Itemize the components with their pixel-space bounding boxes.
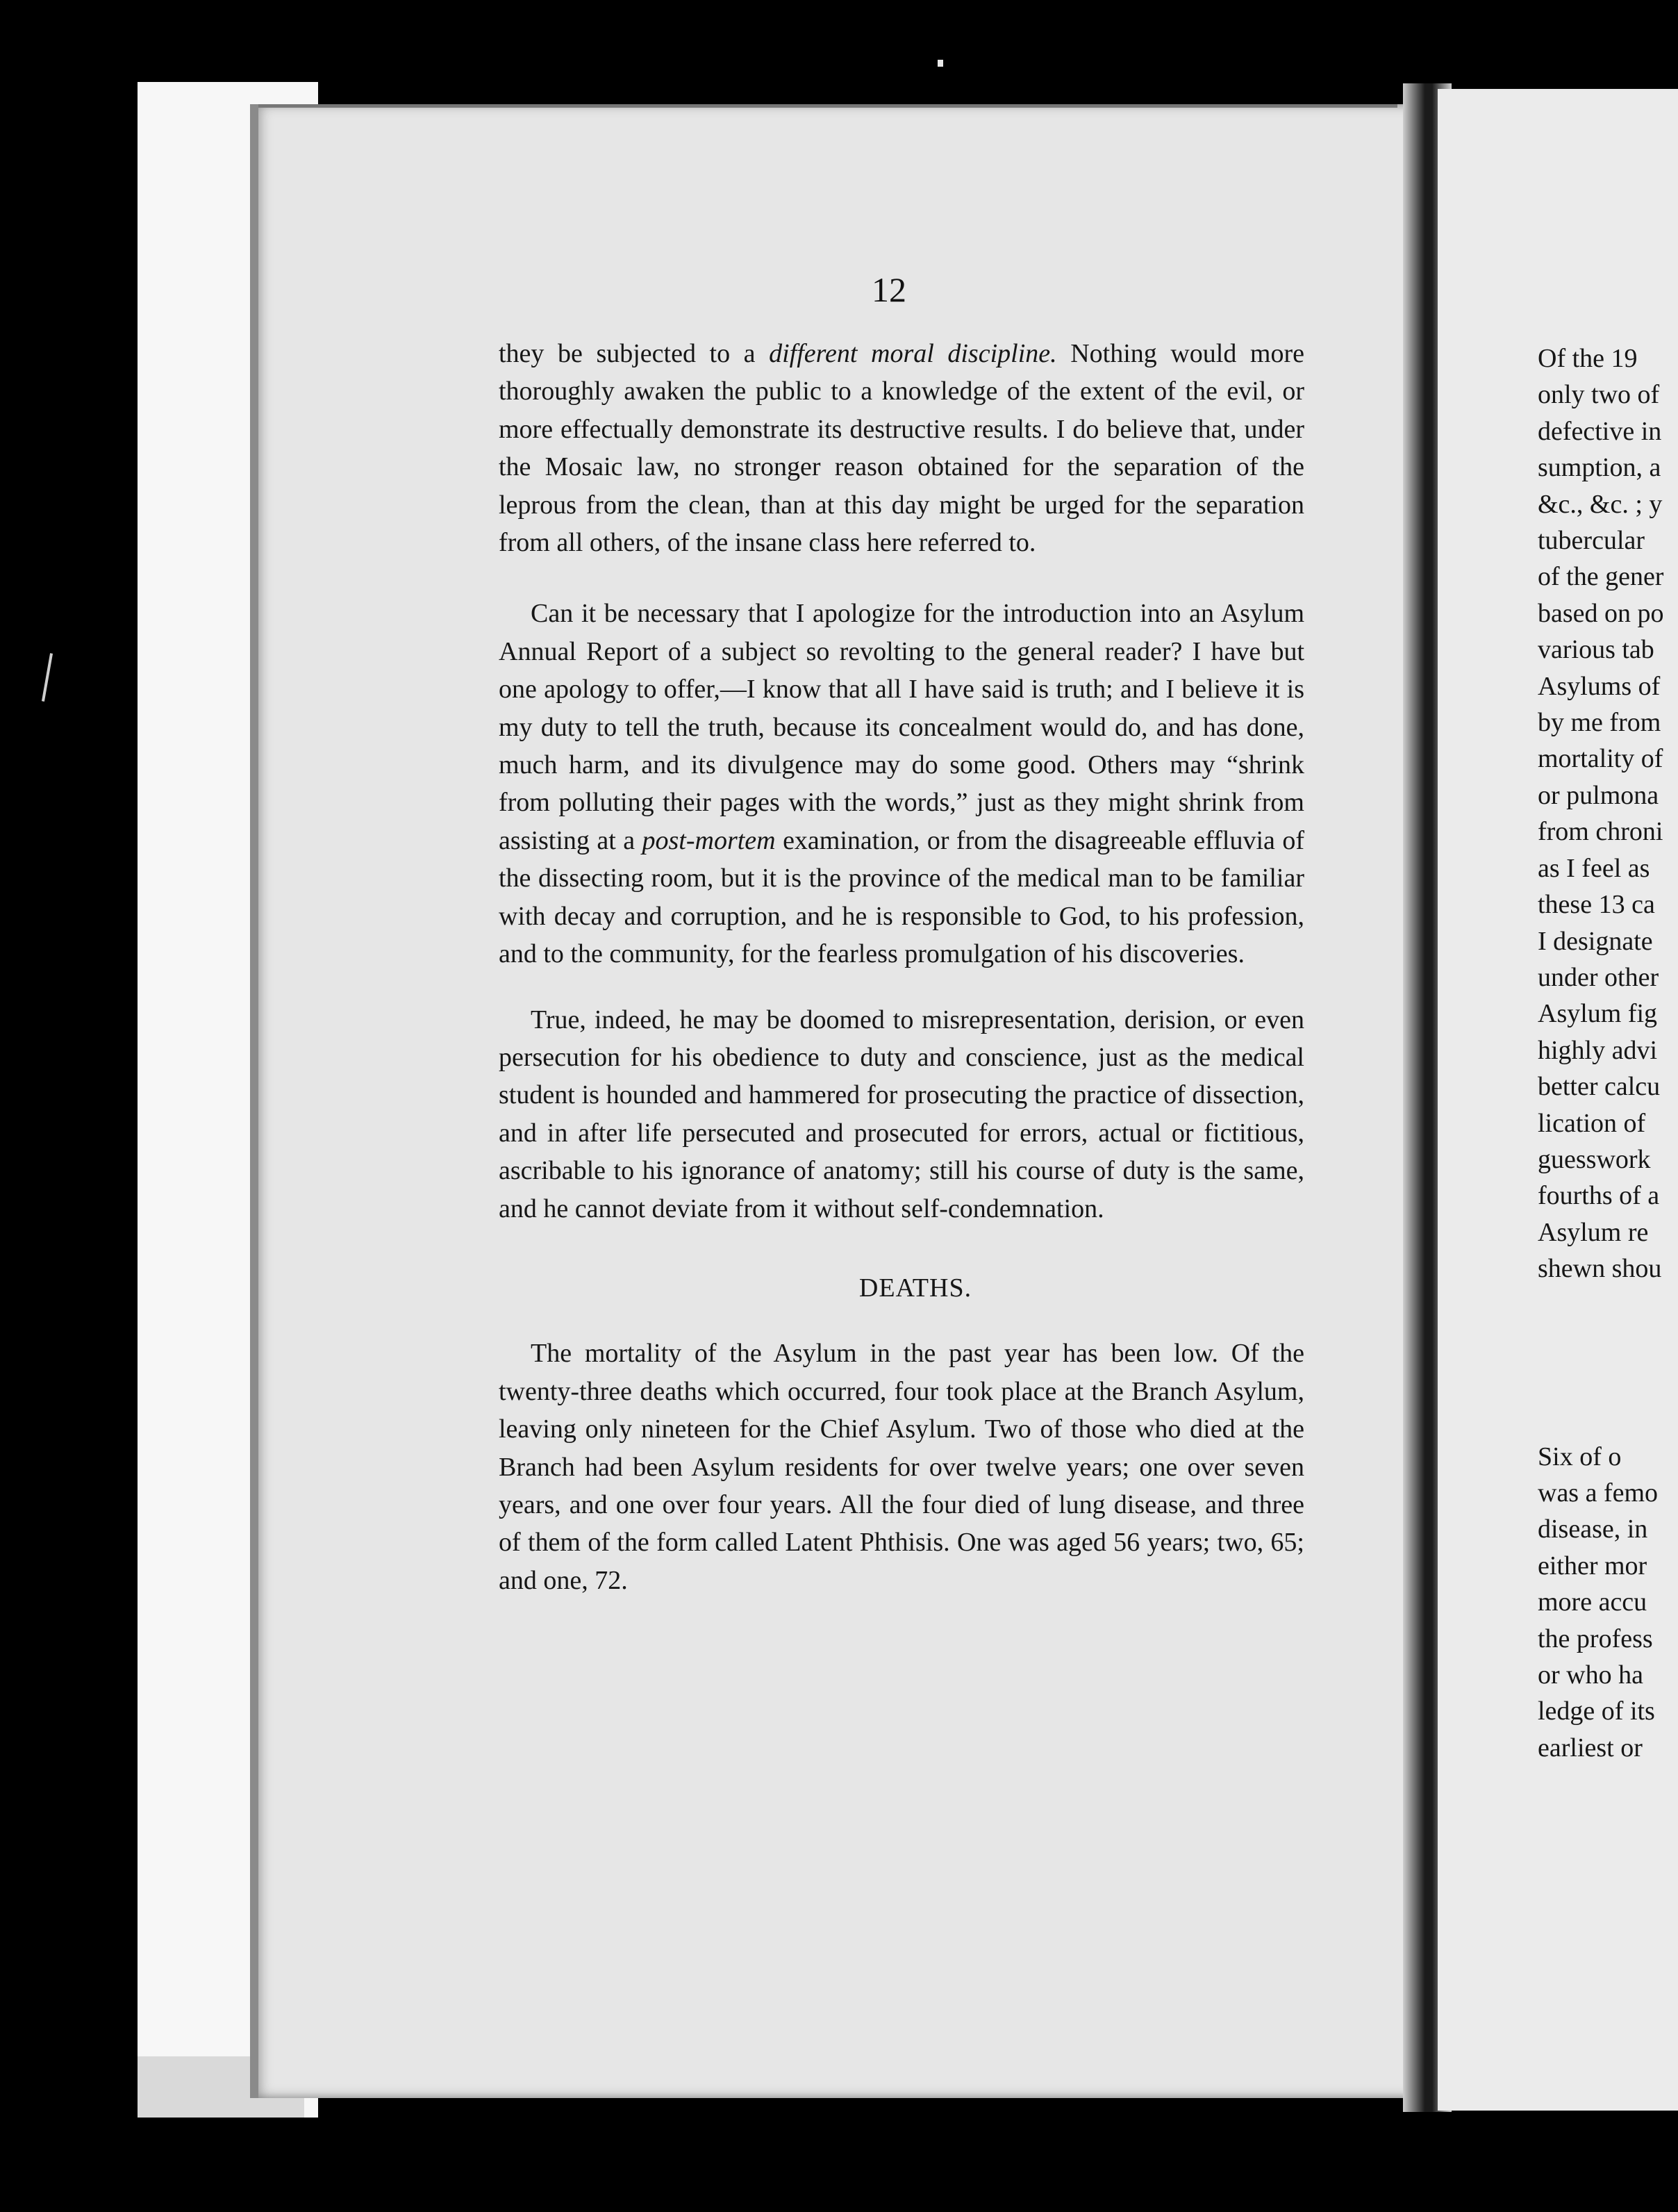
- right-page-line: sumption, a: [1538, 453, 1661, 483]
- right-page-line: better calcu: [1538, 1072, 1661, 1102]
- page-number: 12: [872, 270, 906, 309]
- right-page-line: &c., &c. ; y: [1538, 489, 1663, 519]
- paragraph-3: True, indeed, he may be doomed to misrepresentation, derision, or even persecution for his obedience to duty and conscience, just as the medical student is hounded and hammered for prosecuting the practice of dissection, and in after life persecuted and prosecuted for errors, actual or fictitious, ascribable to his ignorance of anatomy; still his course of duty is the same, and he cannot deviate from it without self-condemnation.: [499, 1005, 1304, 1223]
- right-page-line: tubercular: [1538, 526, 1645, 556]
- left-page-body: [499, 335, 1304, 1599]
- right-page-line: disease, in: [1538, 1514, 1648, 1544]
- paragraph-2: [499, 595, 1304, 973]
- right-page-line: or pulmona: [1538, 780, 1659, 810]
- right-page-line: either mor: [1538, 1551, 1647, 1580]
- right-page-text-fragment: [1538, 340, 1678, 1766]
- paragraph-2-start: Can it be necessary that I apologize for the introduction into an Asylum Annual Report of a subject so revolting to the general reader? I have but one apology to offer,—I know that all I have said is truth; and I believe it is my duty to tell the truth, because its concealment would do, and has done, much harm, and its divulgence may do some good. Others may “shrink from polluting their pages with the words,” just as they might shrink from assisting at a: [499, 599, 1304, 855]
- right-page-line: Asylum re: [1538, 1217, 1649, 1247]
- right-page-line: guesswork: [1538, 1144, 1651, 1174]
- right-page-block-2: [1538, 1439, 1678, 1767]
- right-page-line: lication of: [1538, 1108, 1646, 1138]
- right-page-line: only two of: [1538, 380, 1660, 410]
- right-page-line: Asylum fig: [1538, 999, 1658, 1029]
- right-page-line: various tab: [1538, 635, 1654, 665]
- right-page-line: based on po: [1538, 598, 1664, 628]
- right-page-line: earliest or: [1538, 1733, 1643, 1763]
- right-page-line: mortality of: [1538, 744, 1663, 774]
- right-page-line: these 13 ca: [1538, 890, 1655, 920]
- paragraph-1-start: they be subjected to a: [499, 339, 770, 368]
- section-heading-deaths: DEATHS.: [858, 1273, 972, 1303]
- paragraph-2-end: examination, or from the disagreeable effluvia of the dissecting room, but it is the province of the medical man to be familiar with decay and corruption, and he is responsible to God, to his profession, and to the community, for the fearless promulgation of his discoveries.: [499, 825, 1304, 969]
- right-page-line: from chroni: [1538, 817, 1663, 847]
- right-page-line: Of the 19: [1538, 344, 1638, 373]
- paragraph-1-italic: different moral discipline.: [769, 339, 1057, 368]
- paragraph-1: [499, 335, 1304, 561]
- scan-speck: [938, 60, 943, 67]
- right-page-line: highly advi: [1538, 1035, 1658, 1065]
- right-page-line: fourths of a: [1538, 1181, 1660, 1211]
- right-page-line: Asylums of: [1538, 671, 1661, 701]
- right-page-line: of the gener: [1538, 562, 1664, 592]
- scan-scratch: [42, 653, 53, 702]
- right-page-line: as I feel as: [1538, 853, 1650, 883]
- left-page-edge: [250, 104, 258, 2098]
- right-page-line: under other: [1538, 962, 1659, 992]
- right-page-line: defective in: [1538, 416, 1662, 446]
- paragraph-4: The mortality of the Asylum in the past year has been low. Of the twenty-three deaths which occurred, four took place at the Branch Asylum, leaving only nineteen for the Chief Asylum. Two of those who died at the Branch had been Asylum residents for over twelve years; one over seven years, and one over four years. All the four died of lung disease, and three of them of the form called Latent Phthisis. One was aged 56 years; two, 65; and one, 72.: [499, 1339, 1304, 1595]
- right-page-line: Six of o: [1538, 1442, 1622, 1471]
- right-page-line: was a femo: [1538, 1478, 1659, 1508]
- right-page-line: ledge of its: [1538, 1697, 1655, 1726]
- right-page-line: the profess: [1538, 1624, 1653, 1653]
- right-page-line: I designate: [1538, 926, 1653, 956]
- paragraph-1-end: Nothing would more thoroughly awaken the public to a knowledge of the extent of the evil, or more effectually demonstrate its destructive results. I do believe that, under the Mosaic law, no stronger reason obtained for the separation of the leprous from the clean, than at this day might be urged for the separation from all others, of the insane class here referred to.: [499, 339, 1304, 558]
- paragraph-2-italic: post-mortem: [642, 825, 776, 855]
- right-page-line: more accu: [1538, 1587, 1647, 1617]
- right-page-line: or who ha: [1538, 1660, 1643, 1690]
- right-page-block-1: [1538, 340, 1678, 1287]
- right-page-line: by me from: [1538, 708, 1661, 738]
- right-page-line: shewn shou: [1538, 1254, 1662, 1284]
- left-page-top-edge: [258, 104, 1397, 108]
